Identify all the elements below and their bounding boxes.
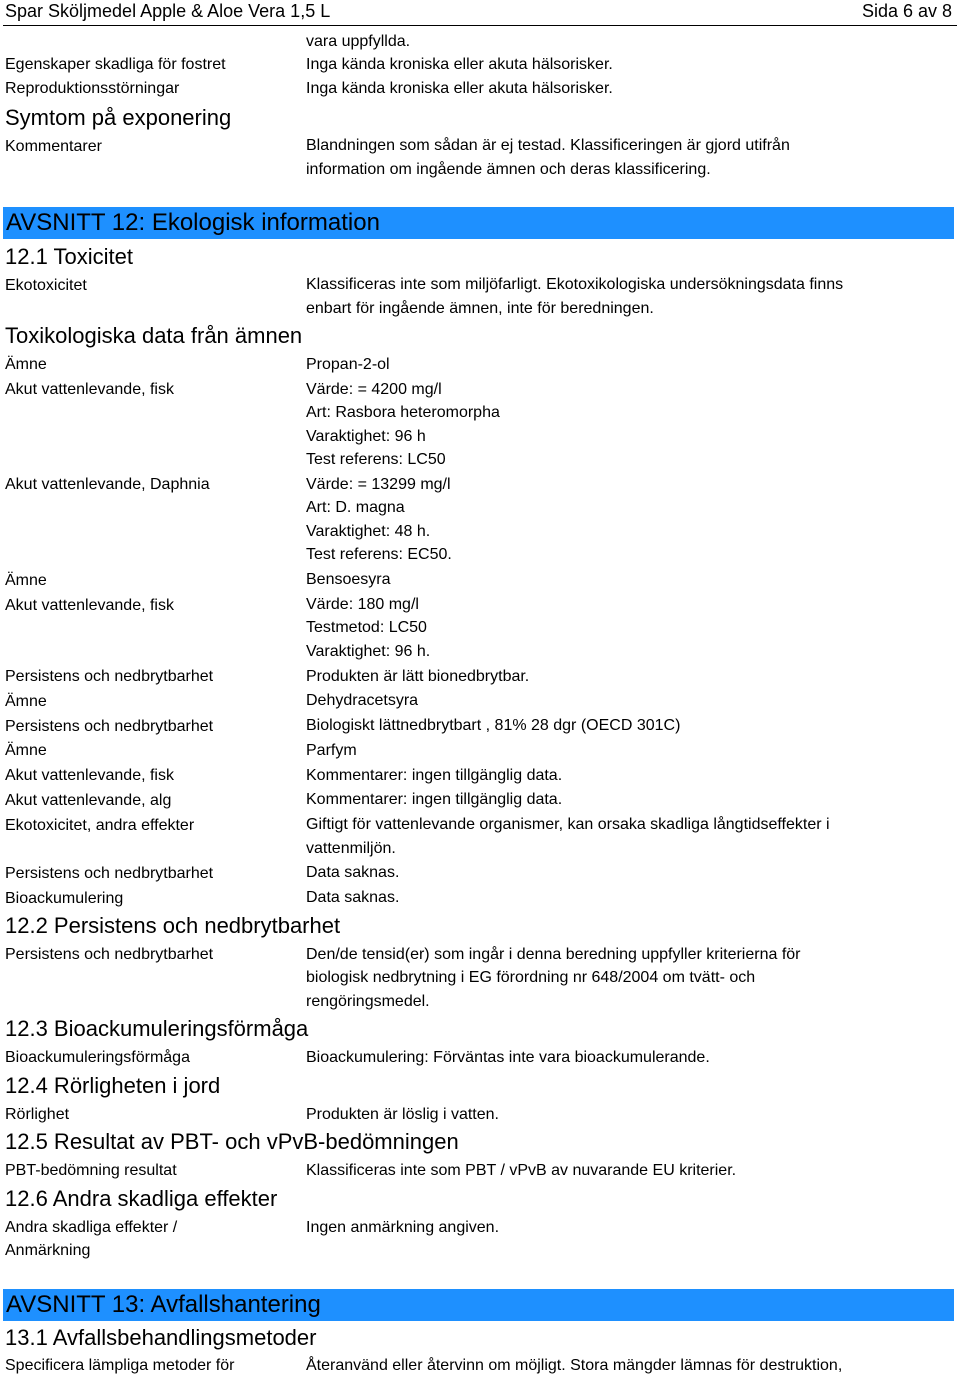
field-label: Ämne bbox=[5, 693, 47, 710]
subsection-heading: 12.6 Andra skadliga effekter bbox=[5, 1186, 278, 1211]
value-text: Dehydracetsyra bbox=[306, 692, 419, 709]
subsection-heading: Symtom på exponering bbox=[5, 105, 232, 130]
field-label: PBT-bedömning resultat bbox=[5, 1162, 177, 1179]
value-text: Art: D. magna bbox=[306, 499, 405, 516]
header-divider bbox=[3, 25, 957, 26]
value-text: Inga kända kroniska eller akuta hälsorisker. bbox=[306, 80, 613, 97]
value-text: Värde: = 13299 mg/l bbox=[306, 476, 451, 493]
value-text: Parfym bbox=[306, 742, 357, 759]
field-label: Rörlighet bbox=[5, 1106, 70, 1123]
field-label: Ekotoxicitet bbox=[5, 277, 87, 294]
value-text: information om ingående ämnen och deras klassificering. bbox=[306, 161, 711, 178]
value-text: enbart för ingående ämnen, inte för beredningen. bbox=[306, 300, 654, 317]
field-label: Akut vattenlevande, fisk bbox=[5, 767, 174, 784]
value-text: Kommentarer: ingen tillgänglig data. bbox=[306, 791, 563, 808]
value-text: vattenmiljön. bbox=[306, 840, 396, 857]
field-label: Persistens och nedbrytbarhet bbox=[5, 946, 214, 963]
value-text: biologisk nedbrytning i EG förordning nr 648/2004 om tvätt- och bbox=[306, 969, 756, 986]
section-title: AVSNITT 13: Avfallshantering bbox=[6, 1291, 321, 1318]
field-label: Anmärkning bbox=[5, 1242, 91, 1259]
field-label: Akut vattenlevande, fisk bbox=[5, 597, 174, 614]
field-label: Ämne bbox=[5, 572, 47, 589]
value-text: Giftigt för vattenlevande organismer, kan orsaka skadliga långtidseffekter i bbox=[306, 816, 830, 833]
field-label: Akut vattenlevande, alg bbox=[5, 792, 172, 809]
value-text: Varaktighet: 48 h. bbox=[306, 523, 431, 540]
value-text: Bensoesyra bbox=[306, 571, 391, 588]
field-label: Akut vattenlevande, Daphnia bbox=[5, 476, 210, 493]
page-number: Sida 6 av 8 bbox=[861, 1, 952, 21]
value-text: Varaktighet: 96 h. bbox=[306, 643, 431, 660]
value-text: vara uppfyllda. bbox=[306, 33, 411, 50]
value-text: Biologiskt lättnedbrytbart , 81% 28 dgr (OECD 301C) bbox=[306, 717, 681, 734]
field-label: Persistens och nedbrytbarhet bbox=[5, 668, 214, 685]
value-text: Bioackumulering: Förväntas inte vara bioackumulerande. bbox=[306, 1049, 710, 1066]
value-text: Klassificeras inte som miljöfarligt. Ekotoxikologiska undersökningsdata finns bbox=[306, 276, 844, 293]
value-text: Data saknas. bbox=[306, 864, 400, 881]
subsection-heading: 12.4 Rörligheten i jord bbox=[5, 1073, 221, 1098]
field-label: Ämne bbox=[5, 356, 47, 373]
value-text: Värde: 180 mg/l bbox=[306, 596, 419, 613]
value-text: rengöringsmedel. bbox=[306, 993, 430, 1010]
field-label: Bioackumulering bbox=[5, 890, 124, 907]
value-text: Värde: = 4200 mg/l bbox=[306, 381, 442, 398]
subsection-heading: 12.2 Persistens och nedbrytbarhet bbox=[5, 913, 341, 938]
value-text: Den/de tensid(er) som ingår i denna beredning uppfyller kriterierna för bbox=[306, 946, 801, 963]
value-text: Blandningen som sådan är ej testad. Klassificeringen är gjord utifrån bbox=[306, 137, 790, 154]
value-text: Propan-2-ol bbox=[306, 356, 390, 373]
field-label: Ekotoxicitet, andra effekter bbox=[5, 817, 195, 834]
document-title: Spar Sköljmedel Apple & Aloe Vera 1,5 L bbox=[5, 1, 331, 21]
field-label: Persistens och nedbrytbarhet bbox=[5, 718, 214, 735]
field-label: Reproduktionsstörningar bbox=[5, 80, 180, 97]
section-title: AVSNITT 12: Ekologisk information bbox=[6, 209, 380, 236]
value-text: Art: Rasbora heteromorpha bbox=[306, 404, 500, 421]
value-text: Testmetod: LC50 bbox=[306, 619, 427, 636]
value-text: Test referens: EC50. bbox=[306, 546, 452, 563]
subsection-heading: 12.3 Bioackumuleringsförmåga bbox=[5, 1016, 309, 1041]
subsection-heading: Toxikologiska data från ämnen bbox=[5, 323, 303, 348]
section-header-12 bbox=[3, 207, 954, 239]
field-label: Bioackumuleringsförmåga bbox=[5, 1049, 190, 1066]
subsection-heading: 12.1 Toxicitet bbox=[5, 244, 134, 269]
value-text: Inga kända kroniska eller akuta hälsorisker. bbox=[306, 56, 613, 73]
field-label: Andra skadliga effekter / bbox=[5, 1219, 178, 1236]
subsection-heading: 12.5 Resultat av PBT- och vPvB-bedömningen bbox=[5, 1129, 459, 1154]
value-text: Kommentarer: ingen tillgänglig data. bbox=[306, 767, 563, 784]
field-label: Specificera lämpliga metoder för bbox=[5, 1357, 235, 1374]
field-label: Egenskaper skadliga för fostret bbox=[5, 56, 226, 73]
field-label: Persistens och nedbrytbarhet bbox=[5, 865, 214, 882]
section-header-13 bbox=[3, 1289, 954, 1321]
field-label: Akut vattenlevande, fisk bbox=[5, 381, 174, 398]
value-text: Återanvänd eller återvinn om möjligt. Stora mängder lämnas för destruktion, bbox=[306, 1357, 843, 1374]
value-text: Produkten är löslig i vatten. bbox=[306, 1106, 499, 1123]
subsection-heading: 13.1 Avfallsbehandlingsmetoder bbox=[5, 1325, 317, 1350]
value-text: Data saknas. bbox=[306, 889, 400, 906]
value-text: Klassificeras inte som PBT / vPvB av nuvarande EU kriterier. bbox=[306, 1162, 737, 1179]
value-text: Produkten är lätt bionedbrytbar. bbox=[306, 668, 530, 685]
value-text: Varaktighet: 96 h bbox=[306, 428, 426, 445]
value-text: Test referens: LC50 bbox=[306, 451, 446, 468]
value-text: Ingen anmärkning angiven. bbox=[306, 1219, 500, 1236]
field-label: Ämne bbox=[5, 742, 47, 759]
field-label: Kommentarer bbox=[5, 138, 102, 155]
